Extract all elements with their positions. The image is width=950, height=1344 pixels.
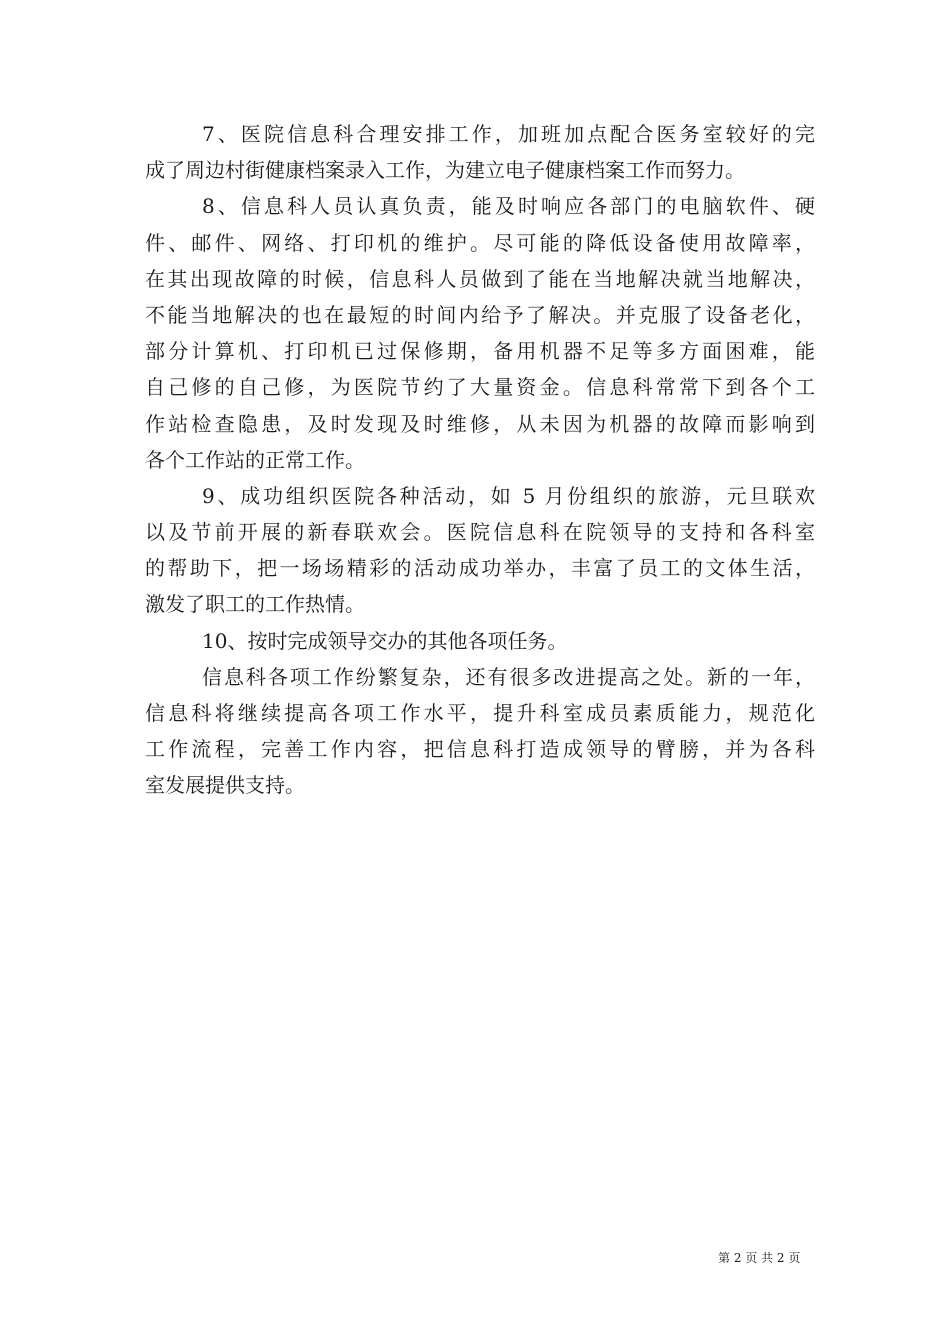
text-line: 件、邮件、网络、打印机的维护。尽可能的降低设备使用故障率，: [145, 230, 815, 255]
text-line: 的帮助下，把一场场精彩的活动成功举办，丰富了员工的文体生活，: [145, 556, 815, 581]
text-line: 各个工作站的正常工作。: [145, 447, 365, 472]
text-line: 激发了职工的工作热情。: [145, 592, 365, 617]
text-line: 部分计算机、打印机已过保修期，备用机器不足等多方面困难，能: [145, 339, 815, 364]
paragraph-10: [145, 623, 815, 659]
text-line: 10、按时完成领导交办的其他各项任务。: [202, 628, 568, 653]
text-line: 以及节前开展的新春联欢会。医院信息科在院领导的支持和各科室: [145, 520, 815, 545]
text-line: 不能当地解决的也在最短的时间内给予了解决。并克服了设备老化，: [145, 302, 815, 327]
text-line: 成了周边村街健康档案录入工作，为建立电子健康档案工作而努力。: [145, 158, 745, 183]
document-body: [145, 116, 815, 804]
paragraph-7: [145, 116, 815, 188]
paragraph-summary: [145, 659, 815, 804]
text-line: 工作流程，完善工作内容，把信息科打造成领导的臂膀，并为各科: [145, 737, 815, 762]
text-line: 7、医院信息科合理安排工作，加班加点配合医务室较好的完: [202, 122, 815, 146]
paragraph-9: [145, 478, 815, 623]
text-line: 自己修的自己修，为医院节约了大量资金。信息科常常下到各个工: [145, 375, 815, 400]
text-line: 作站检查隐患，及时发现及时维修，从未因为机器的故障而影响到: [145, 411, 815, 436]
paragraph-8: [145, 188, 815, 478]
text-line: 9、成功组织医院各种活动，如 5 月份组织的旅游，元旦联欢: [202, 483, 815, 508]
page-number: 第 2 页 共 2 页: [718, 1251, 801, 1265]
text-line: 信息科将继续提高各项工作水平，提升科室成员素质能力，规范化: [145, 701, 815, 725]
text-line: 信息科各项工作纷繁复杂，还有很多改进提高之处。新的一年，: [202, 664, 815, 689]
text-line: 室发展提供支持。: [145, 773, 305, 798]
text-line: 8、信息科人员认真负责，能及时响应各部门的电脑软件、硬: [202, 194, 815, 219]
text-line: 在其出现故障的时候，信息科人员做到了能在当地解决就当地解决，: [145, 266, 815, 291]
